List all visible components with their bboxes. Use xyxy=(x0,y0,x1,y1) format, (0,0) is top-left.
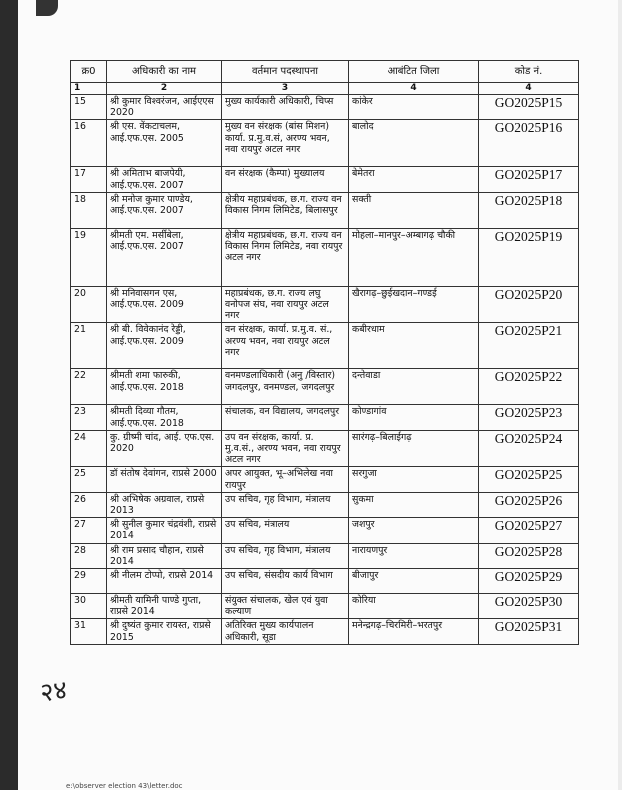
serial-number-cell: 26 xyxy=(71,492,107,517)
column-number-row xyxy=(71,83,579,95)
current-posting-cell: उप सचिव, मंत्रालय xyxy=(222,518,349,543)
table-row xyxy=(71,192,579,228)
serial-number-cell: 27 xyxy=(71,518,107,543)
allotted-district-cell: बालोद xyxy=(349,120,479,167)
code-number-cell: GO2025P26 xyxy=(479,492,579,517)
allotted-district-cell: मोहला–मानपुर–अम्बागढ़ चौकी xyxy=(349,228,479,286)
serial-number-cell: 31 xyxy=(71,619,107,644)
footer-filename: e:\observer election 43\letter.doc xyxy=(66,782,183,790)
officer-name-cell: श्री नीलम टोप्पो, राप्रसे 2014 xyxy=(107,569,222,594)
allotted-district-cell: बेमेतरा xyxy=(349,167,479,192)
allotted-district-cell: कबीरधाम xyxy=(349,323,479,369)
allotted-district-cell: कोण्डागांव xyxy=(349,405,479,430)
table-row xyxy=(71,405,579,430)
table-row xyxy=(71,167,579,192)
column-number: 4 xyxy=(479,83,579,95)
code-number-cell: GO2025P16 xyxy=(479,120,579,167)
officer-name-cell: श्री एस. वेंकटाचलम, आई.एफ.एस. 2005 xyxy=(107,120,222,167)
code-number-cell: GO2025P29 xyxy=(479,569,579,594)
column-number: 1 xyxy=(71,83,107,95)
serial-number-cell: 25 xyxy=(71,467,107,492)
table-row xyxy=(71,594,579,619)
current-posting-cell: मुख्य वन संरक्षक (बांस मिशन) कार्या. प्र.मु.व.सं, अरण्य भवन, नवा रायपुर अटल नगर xyxy=(222,120,349,167)
table-row xyxy=(71,228,579,286)
current-posting-cell: उप वन संरक्षक, कार्या. प्र. मु.व.सं., अरण्य भवन, नवा रायपुर अटल नगर xyxy=(222,430,349,467)
code-number-cell: GO2025P23 xyxy=(479,405,579,430)
current-posting-cell: मुख्य कार्यकारी अधिकारी, चिप्स xyxy=(222,95,349,120)
code-number-cell: GO2025P22 xyxy=(479,369,579,405)
code-number-cell: GO2025P18 xyxy=(479,192,579,228)
serial-number-cell: 16 xyxy=(71,120,107,167)
column-number: 2 xyxy=(107,83,222,95)
table-row xyxy=(71,323,579,369)
code-number-cell: GO2025P17 xyxy=(479,167,579,192)
officer-name-cell: श्रीमती यामिनी पाण्डे गुप्ता, राप्रसे 2014 xyxy=(107,594,222,619)
current-posting-cell: संयुक्त संचालक, खेल एवं युवा कल्याण xyxy=(222,594,349,619)
officer-name-cell: श्रीमती दिव्या गौतम, आई.एफ.एस. 2018 xyxy=(107,405,222,430)
allotted-district-cell: मनेन्द्रगढ़–चिरमिरी–भरतपुर xyxy=(349,619,479,644)
header-code-no: कोड नं. xyxy=(479,61,579,83)
allotted-district-cell: सरगुजा xyxy=(349,467,479,492)
code-number-cell: GO2025P20 xyxy=(479,286,579,323)
code-number-cell: GO2025P28 xyxy=(479,543,579,568)
serial-number-cell: 24 xyxy=(71,430,107,467)
current-posting-cell: संचालक, वन विद्यालय, जगदलपुर xyxy=(222,405,349,430)
code-number-cell: GO2025P21 xyxy=(479,323,579,369)
officer-allocation-table xyxy=(70,60,579,645)
serial-number-cell: 17 xyxy=(71,167,107,192)
table-row xyxy=(71,95,579,120)
allotted-district-cell: सुकमा xyxy=(349,492,479,517)
header-officer-name: अधिकारी का नाम xyxy=(107,61,222,83)
table-row xyxy=(71,569,579,594)
current-posting-cell: महाप्रबंधक, छ.ग. राज्य लघु वनोपज संघ, नवा रायपुर अटल नगर xyxy=(222,286,349,323)
table-row xyxy=(71,286,579,323)
allotted-district-cell: कोरिया xyxy=(349,594,479,619)
serial-number-cell: 15 xyxy=(71,95,107,120)
officer-name-cell: श्री राम प्रसाद चौहान, राप्रसे 2014 xyxy=(107,543,222,568)
column-number: 4 xyxy=(349,83,479,95)
header-allotted-district: आबंटित जिला xyxy=(349,61,479,83)
officer-name-cell: श्री बी. विवेकानंद रेड्डी, आई.एफ.एस. 2009 xyxy=(107,323,222,369)
code-number-cell: GO2025P31 xyxy=(479,619,579,644)
table-row xyxy=(71,543,579,568)
officer-name-cell: श्री अभिषेक अग्रवाल, राप्रसे 2013 xyxy=(107,492,222,517)
code-number-cell: GO2025P24 xyxy=(479,430,579,467)
allotted-district-cell: नारायणपुर xyxy=(349,543,479,568)
allotted-district-cell: बीजापुर xyxy=(349,569,479,594)
table-row xyxy=(71,369,579,405)
serial-number-cell: 23 xyxy=(71,405,107,430)
current-posting-cell: वन संरक्षक (कैम्पा) मुख्यालय xyxy=(222,167,349,192)
current-posting-cell: वन संरक्षक, कार्या. प्र.मु.व. सं., अरण्य भवन, नवा रायपुर अटल नगर xyxy=(222,323,349,369)
current-posting-cell: वनमण्डलाधिकारी (अनु /विस्तार) जगदलपुर, वनमण्डल, जगदलपुर xyxy=(222,369,349,405)
table-row xyxy=(71,120,579,167)
current-posting-cell: अतिरिक्त मुख्य कार्यपालन अधिकारी, सूडा xyxy=(222,619,349,644)
allotted-district-cell: सारंगढ़–बिलाईगढ़ xyxy=(349,430,479,467)
code-number-cell: GO2025P27 xyxy=(479,518,579,543)
serial-number-cell: 19 xyxy=(71,228,107,286)
table-row xyxy=(71,430,579,467)
officer-name-cell: कु. ग्रीष्मी चांद, आई. एफ.एस. 2020 xyxy=(107,430,222,467)
officer-name-cell: श्री दुष्यंत कुमार रायस्त, राप्रसे 2015 xyxy=(107,619,222,644)
code-number-cell: GO2025P25 xyxy=(479,467,579,492)
officer-name-cell: श्रीमती एम. मर्सीबेला, आई.एफ.एस. 2007 xyxy=(107,228,222,286)
officer-name-cell: श्रीमती शमा फारुकी, आई.एफ.एस. 2018 xyxy=(107,369,222,405)
table-row xyxy=(71,619,579,644)
header-serial: क्र0 xyxy=(71,61,107,83)
table-header-row xyxy=(71,61,579,83)
serial-number-cell: 29 xyxy=(71,569,107,594)
serial-number-cell: 21 xyxy=(71,323,107,369)
serial-number-cell: 22 xyxy=(71,369,107,405)
allotted-district-cell: कांकेर xyxy=(349,95,479,120)
header-current-posting: वर्तमान पदस्थापना xyxy=(222,61,349,83)
current-posting-cell: क्षेत्रीय महाप्रबंधक, छ.ग. राज्य वन विकास निगम लिमिटेड, बिलासपुर xyxy=(222,192,349,228)
current-posting-cell: उप सचिव, गृह विभाग, मंत्रालय xyxy=(222,492,349,517)
officer-name-cell: श्री मनिवासगन एस, आई.एफ.एस. 2009 xyxy=(107,286,222,323)
current-posting-cell: अपर आयुक्त, भू–अभिलेख नवा रायपुर xyxy=(222,467,349,492)
officer-name-cell: श्री मनोज कुमार पाण्डेय, आई.एफ.एस. 2007 xyxy=(107,192,222,228)
current-posting-cell: उप सचिव, संसदीय कार्य विभाग xyxy=(222,569,349,594)
serial-number-cell: 20 xyxy=(71,286,107,323)
officer-name-cell: डॉ संतोष देवांगन, राप्रसे 2000 xyxy=(107,467,222,492)
serial-number-cell: 18 xyxy=(71,192,107,228)
binder-clip-shadow xyxy=(36,0,58,16)
serial-number-cell: 30 xyxy=(71,594,107,619)
code-number-cell: GO2025P19 xyxy=(479,228,579,286)
allotted-district-cell: खैरागढ़–छुईखदान–गण्डई xyxy=(349,286,479,323)
table-row xyxy=(71,467,579,492)
allotted-district-cell: दन्तेवाडा xyxy=(349,369,479,405)
allotted-district-cell: जशपुर xyxy=(349,518,479,543)
officer-name-cell: श्री अमिताभ बाजपेयी, आई.एफ.एस. 2007 xyxy=(107,167,222,192)
allotted-district-cell: सक्ती xyxy=(349,192,479,228)
officer-name-cell: श्री सुनील कुमार चंद्रवंशी, राप्रसे 2014 xyxy=(107,518,222,543)
table-row xyxy=(71,518,579,543)
officer-name-cell: श्री कुमार विश्वरंजन, आईएएस 2020 xyxy=(107,95,222,120)
column-number: 3 xyxy=(222,83,349,95)
table-row xyxy=(71,492,579,517)
current-posting-cell: क्षेत्रीय महाप्रबंधक, छ.ग. राज्य वन विकास निगम लिमिटेड, नवा रायपुर अटल नगर xyxy=(222,228,349,286)
scan-edge-shadow xyxy=(0,0,18,790)
code-number-cell: GO2025P30 xyxy=(479,594,579,619)
serial-number-cell: 28 xyxy=(71,543,107,568)
handwritten-initials-mark: २४ xyxy=(38,675,70,709)
code-number-cell: GO2025P15 xyxy=(479,95,579,120)
current-posting-cell: उप सचिव, गृह विभाग, मंत्रालय xyxy=(222,543,349,568)
